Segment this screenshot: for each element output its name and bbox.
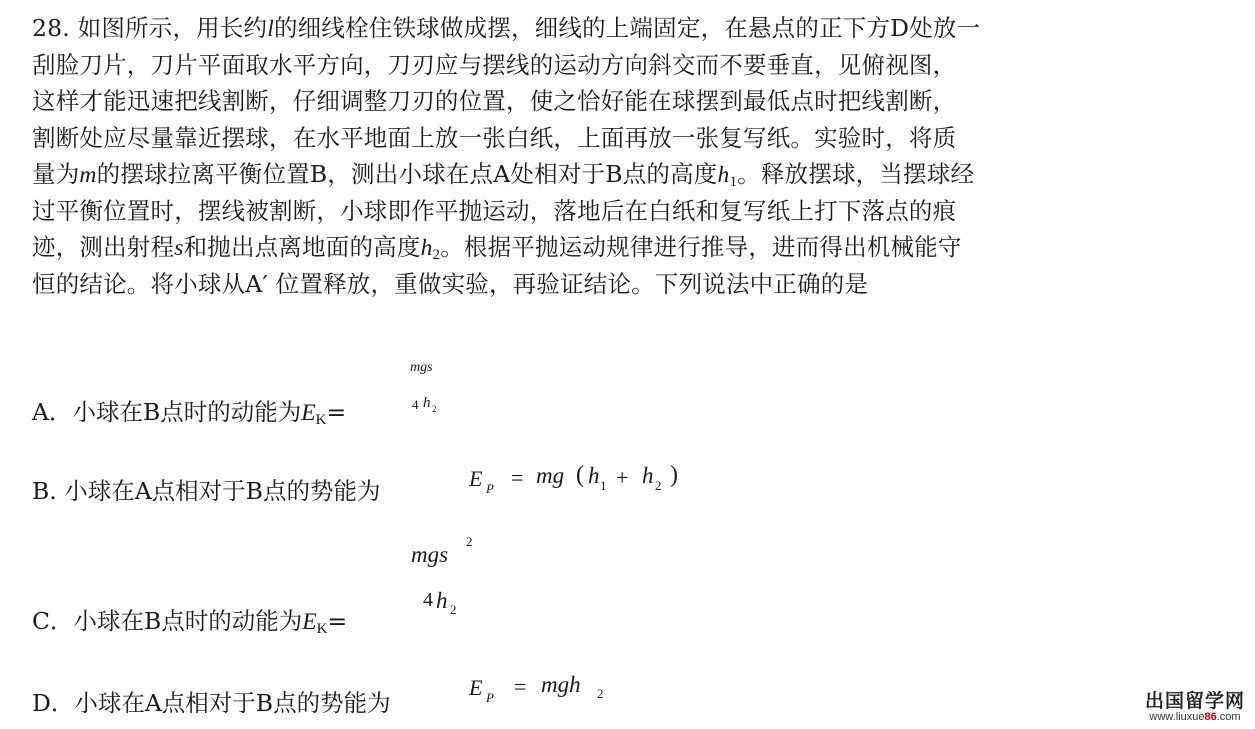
- option-b-P: P: [486, 481, 494, 496]
- option-d-mgh: mgh: [541, 672, 581, 697]
- stem-line-7: 迹，测出射程s和抛出点离地面的高度$h_2$。根据平抛运动规律进行推导，进而得出机械能守: [32, 233, 962, 263]
- option-b-rparen: ): [670, 462, 678, 488]
- option-a-denominator-4: 4: [412, 397, 419, 412]
- option-c-numerator-sup: 2: [466, 534, 473, 549]
- option-c-label: C．小球在B点时的动能为$E_K=$: [32, 607, 348, 637]
- option-c-denominator-4: 4: [423, 589, 433, 611]
- option-b-lparen: (: [576, 462, 584, 488]
- watermark-title: 出国留学网: [1144, 691, 1245, 712]
- stem-line-5: 量为m的摆球拉离平衡位置B，测出小球在点A处相对于B点的高度$h_1$。释放摆球，当摆球经: [32, 160, 975, 190]
- option-a-denominator-sub: 2: [432, 404, 437, 414]
- option-a-numerator: mgs: [410, 360, 433, 375]
- option-b-eq: =: [511, 465, 524, 490]
- option-b-sub2: 2: [655, 478, 662, 493]
- watermark-url: www.liuxue86.com: [1149, 711, 1241, 723]
- option-b-h2: h: [642, 463, 654, 488]
- question-stem: [32, 10, 1232, 302]
- option-d-label: D．小球在A点相对于B点的势能为: [32, 689, 391, 717]
- stem-line-1: 28. 如图所示，用长约l的细线栓住铁球做成摆，细线的上端固定，在悬点的正下方D处放一: [32, 14, 981, 42]
- option-d-P: P: [486, 690, 494, 705]
- option-b-plus: +: [616, 465, 629, 490]
- option-d-E: E: [469, 675, 483, 700]
- option-c-denominator-sub: 2: [450, 602, 457, 617]
- option-b-label: B. 小球在A点相对于B点的势能为: [32, 477, 381, 505]
- stem-line-8: 恒的结论。将小球从A′ 位置释放，重做实验，再验证结论。下列说法中正确的是: [32, 269, 869, 298]
- option-c-numerator: mgs: [411, 542, 449, 567]
- option-a-denominator-h: h: [423, 395, 431, 411]
- option-c-denominator-h: h: [436, 588, 448, 613]
- stem-line-6: 过平衡位置时，摆线被割断，小球即作平抛运动，落地后在白纸和复写纸上打下落点的痕: [32, 196, 957, 225]
- option-b-mg: mg: [536, 463, 565, 488]
- option-b-E: E: [469, 466, 483, 491]
- option-b-sub1: 1: [600, 478, 607, 493]
- stem-line-3: 这样才能迅速把线割断，仔细调整刀刃的位置，使之恰好能在球摆到最低点时把线割断，: [32, 87, 957, 115]
- option-a-label: A．小球在B点时的动能为$E_K=$: [32, 398, 347, 428]
- option-d-sub2: 2: [597, 686, 604, 701]
- stem-line-2: 刮脸刀片，刀片平面取水平方向，刀刃应与摆线的运动方向斜交而不要垂直，见俯视图，: [32, 50, 957, 79]
- watermark: [1145, 686, 1245, 723]
- option-b-h1: h: [588, 463, 600, 488]
- option-d-eq: =: [514, 674, 527, 699]
- stem-line-4: 割断处应尽量靠近摆球，在水平地面上放一张白纸，上面再放一张复写纸。实验时，将质: [32, 123, 957, 152]
